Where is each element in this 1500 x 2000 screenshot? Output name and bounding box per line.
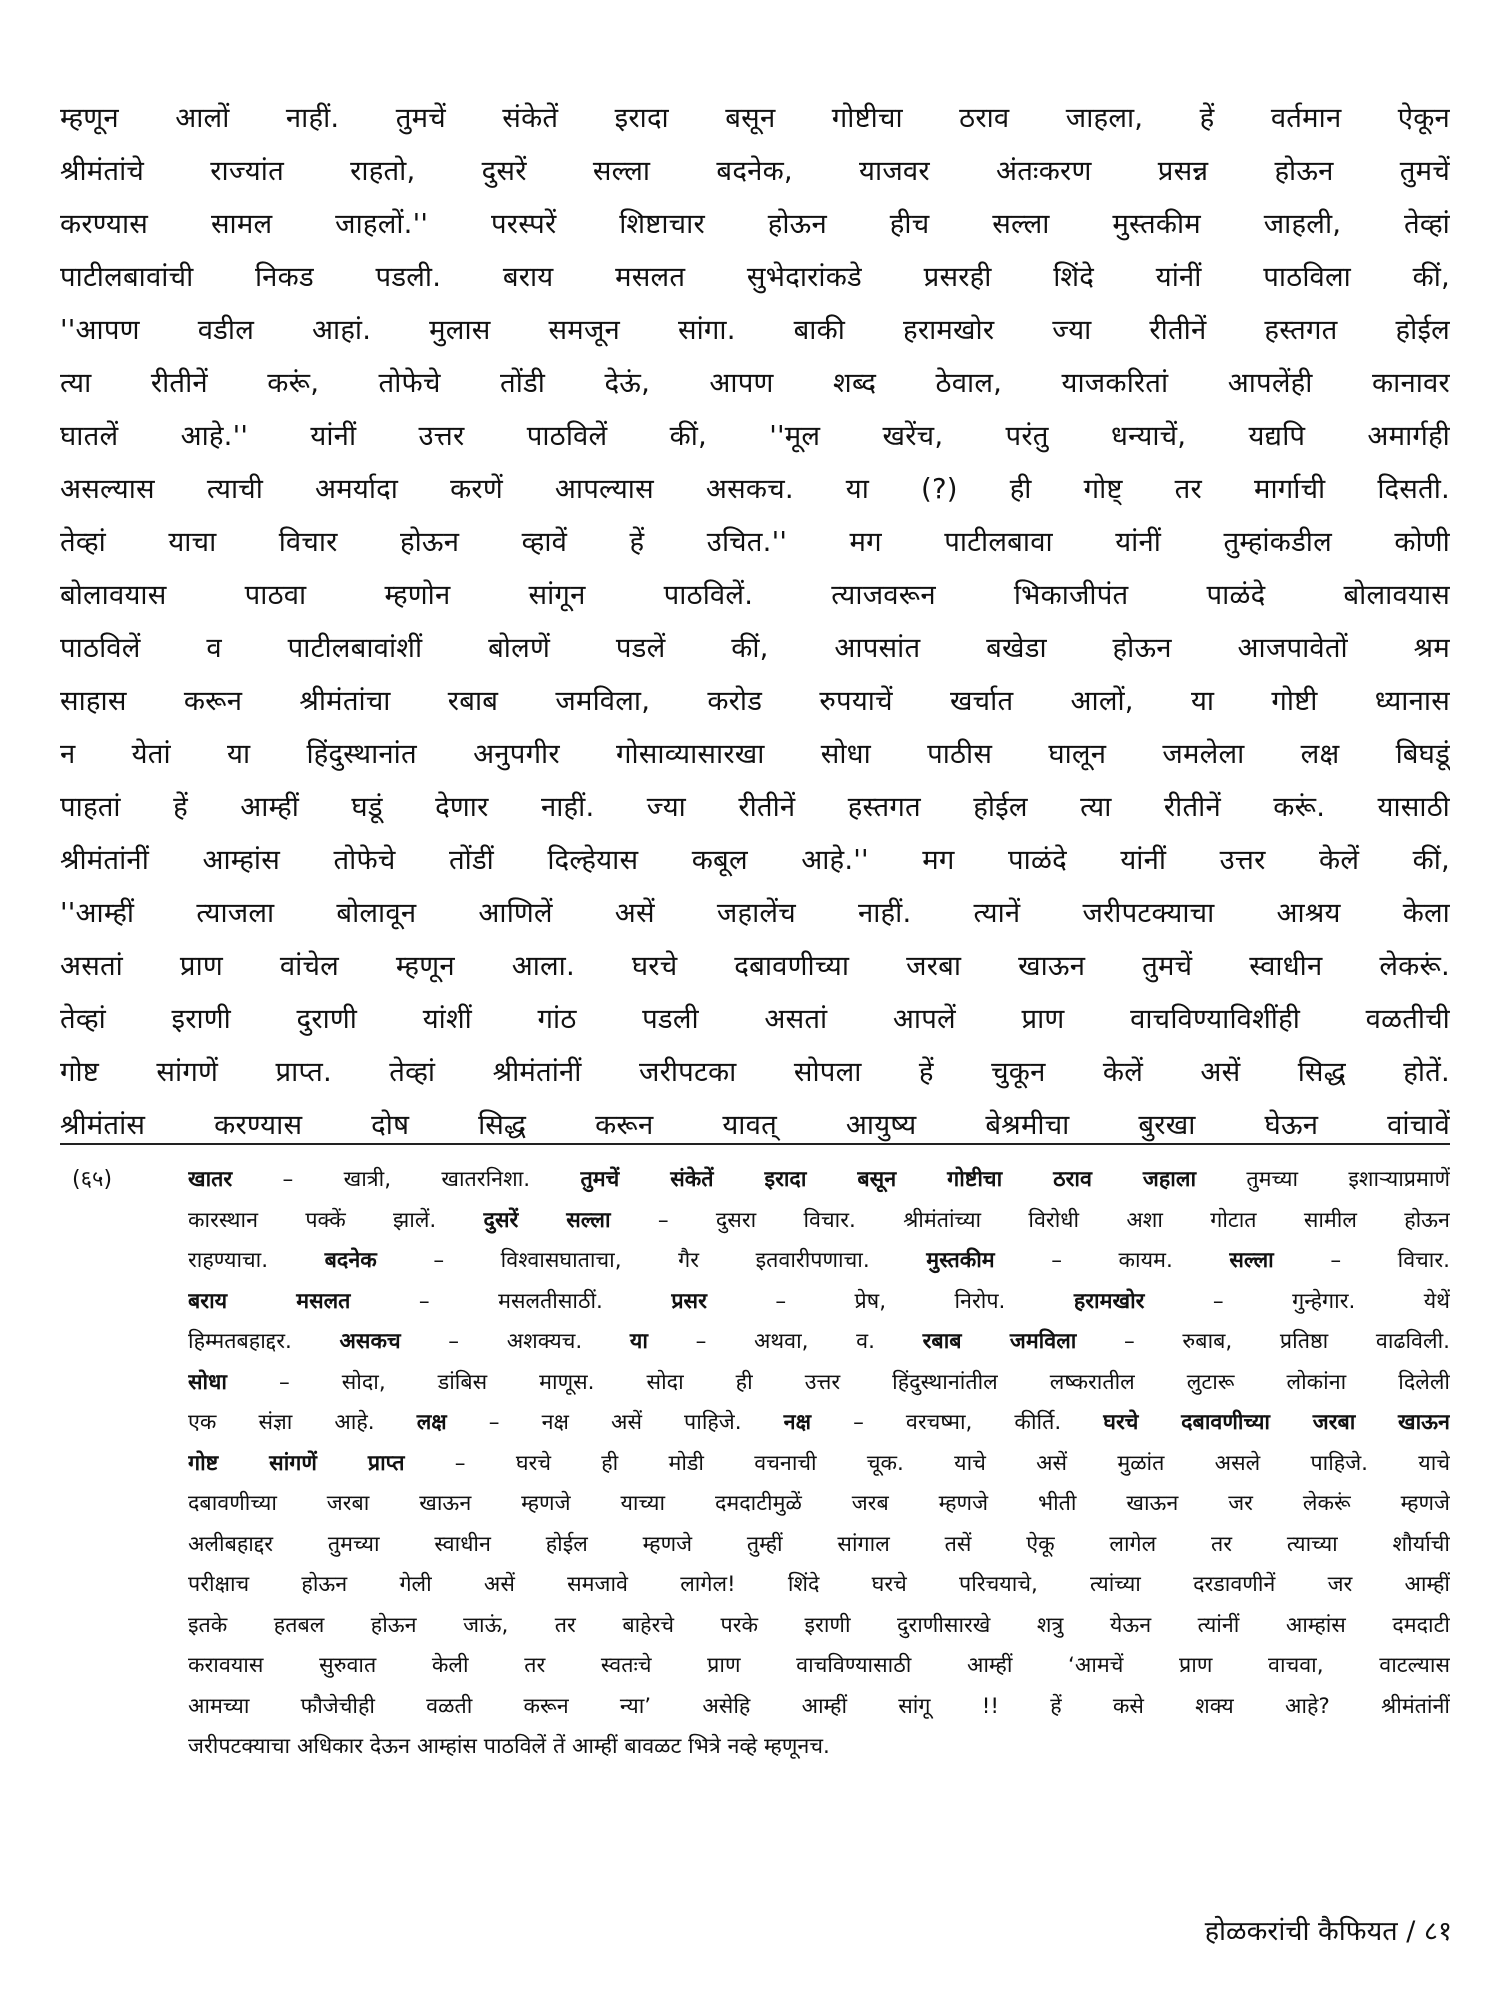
footnote-line — [188, 1282, 1450, 1323]
footnote-term: गोष्ट सांगणें प्राप्त — [188, 1450, 405, 1476]
main-text-line: पाटीलबावांची निकड पडली. बराय मसलत सुभेदारांकडे प्रसरही शिंदे यांनीं पाठविला कीं, — [60, 261, 1450, 293]
main-text-line: असल्यास त्याची अमर्यादा करणें आपल्यास असकच. या (?) ही गोष्ट् तर मार्गाची दिसती. — [60, 473, 1450, 505]
footnote-text: – प्रेष, निरोप. — [706, 1288, 1074, 1314]
footnote-term: लक्ष — [416, 1410, 447, 1435]
main-text-block — [60, 92, 1450, 1152]
footnote-term: बदनेक — [324, 1248, 377, 1273]
footnote-text: – अशक्यच. — [400, 1329, 630, 1354]
main-text-line: असतां प्राण वांचेल म्हणून आला. घरचे दबावणीच्या जरबा खाऊन तुमचें स्वाधीन लेकरूं. — [60, 950, 1450, 982]
main-text-line: म्हणून आलों नाहीं. तुमचें संकेतें इरादा बसून गोष्टीचा ठराव जाहला, हें वर्तमान ऐकून — [60, 102, 1450, 134]
footnote-text: – रुबाब, प्रतिष्ठा वाढविली. — [1076, 1329, 1450, 1354]
footnote-text: इतके हतबल होऊन जाऊं, तर बाहेरचे परके इराणी दुराणीसारखे शत्रु येऊन त्यांनीं आम्हांस दमदाटी — [188, 1612, 1450, 1638]
footnote-term: रबाब जमविला — [922, 1329, 1077, 1354]
main-text-line: तेव्हां याचा विचार होऊन व्हावें हें उचित.'' मग पाटीलबावा यांनीं तुम्हांकडील कोणी — [60, 526, 1450, 558]
footnote-text: आमच्या फौजेचीही वळती करून न्या’ असेहि आम्हीं सांगू !! हें कसे शक्य आहे? श्रीमंतांनीं — [188, 1693, 1450, 1719]
main-text-line: गोष्ट सांगणें प्राप्त. तेव्हां श्रीमंतांनीं जरीपटका सोपला हें चुकून केलें असें सिद्ध होतें. — [60, 1056, 1450, 1088]
footnote-text: अलीबहाद्दर तुमच्या स्वाधीन होईल म्हणजे तुम्हीं सांगाल तसें ऐकू लागेल तर त्याच्या शौर्याची — [188, 1531, 1450, 1557]
footnote-line — [188, 1565, 1450, 1606]
footnote-line — [188, 1727, 1450, 1768]
footnote-text: – नक्ष असें पाहिजे. — [446, 1410, 784, 1435]
footnote-text: – अथवा, व. — [647, 1329, 923, 1354]
footnote-line — [188, 1322, 1450, 1363]
main-text-line: श्रीमंतांचे राज्यांत राहतो, दुसरें सल्ला बदनेक, याजवर अंतःकरण प्रसन्न होऊन तुमचें — [60, 155, 1450, 187]
footnote-line — [188, 1403, 1450, 1444]
footnote-term: सोधा — [188, 1369, 227, 1395]
footnote-line — [188, 1484, 1450, 1525]
footnote-term: घरचे दबावणीच्या जरबा खाऊन — [1103, 1410, 1450, 1435]
footnote-line — [188, 1444, 1450, 1485]
footnote-text: एक संज्ञा आहे. — [188, 1410, 417, 1435]
main-text-line: घातलें आहे.'' यांनीं उत्तर पाठविलें कीं, ''मूल खरेंच, परंतु धन्याचें, यद्यपि अमार्गही — [60, 420, 1450, 452]
main-text-line: श्रीमंतांनीं आम्हांस तोफेचे तोंडीं दिल्हेयास कबूल आहे.'' मग पाळंदे यांनीं उत्तर केलें कीं, — [60, 844, 1450, 876]
footnote-text: जरीपटक्याचा अधिकार देऊन आम्हांस पाठविलें तें आम्हीं बावळट भित्रे नव्हे म्हणूनच. — [188, 1734, 830, 1759]
footnote-term: मुस्तकीम — [926, 1248, 995, 1273]
footnote-text: राहण्याचा. — [188, 1248, 325, 1273]
main-text-line: ''आम्हीं त्याजला बोलावून आणिलें असें जहालेंच नाहीं. त्यानें जरीपटक्याचा आश्रय केला — [60, 897, 1450, 929]
main-text-line: पाहतां हें आम्हीं घडूं देणार नाहीं. ज्या रीतीनें हस्तगत होईल त्या रीतीनें करूं. यासाठी — [60, 791, 1450, 823]
footnote-term: प्रसर — [671, 1288, 707, 1314]
footnote-text: – घरचे ही मोडी वचनाची चूक. याचे असें मुळांत असले पाहिजे. याचे — [404, 1450, 1450, 1476]
footnote-term: या — [629, 1329, 648, 1354]
footnote-term: बराय मसलत — [188, 1288, 351, 1314]
footnote-text: हिम्मतबहाद्दर. — [188, 1329, 340, 1354]
footnote-term: असकच — [339, 1329, 401, 1354]
footnote-text: कारस्थान पक्कें झालें. — [188, 1207, 484, 1233]
main-text-line: साहास करून श्रीमंतांचा रबाब जमविला, करोड रुपयाचें खर्चात आलों, या गोष्टी ध्यानास — [60, 685, 1450, 717]
footnote-term: सल्ला — [1229, 1248, 1274, 1273]
footnote-line — [188, 1241, 1450, 1282]
main-text-line: त्या रीतीनें करूं, तोफेचे तोंडी देऊं, आपण शब्द ठेवाल, याजकरितां आपलेंही कानावर — [60, 367, 1450, 399]
footnote-text: परीक्षाच होऊन गेली असें समजावे लागेल! शिंदे घरचे परिचयाचे, त्यांच्या दरडावणीनें जर आम्हीं — [188, 1572, 1450, 1597]
footnote-text: – खात्री, खातरनिशा. — [232, 1167, 581, 1192]
footnote-line — [188, 1646, 1450, 1687]
footnote-text: – मसलतीसाठीं. — [350, 1288, 672, 1314]
footnote-text: – वरचष्मा, कीर्ति. — [811, 1410, 1104, 1435]
main-text-line: पाठविलें व पाटीलबावांशीं बोलणें पडलें कीं, आपसांत बखेडा होऊन आजपावेतों श्रम — [60, 632, 1450, 664]
footnote-number: (६५) — [72, 1167, 113, 1192]
footnote-line — [188, 1363, 1450, 1404]
footnote-term: तुमचें संकेतें इरादा बसून गोष्टीचा ठराव जहाला — [580, 1167, 1197, 1192]
main-text-line: न येतां या हिंदुस्थानांत अनुपगीर गोसाव्यासारखा सोधा पाठीस घालून जमलेला लक्ष बिघडूं — [60, 738, 1450, 770]
footnote-text: दबावणीच्या जरबा खाऊन म्हणजे याच्या दमदाटीमुळें जरब म्हणजे भीती खाऊन जर लेकरूं म्हणजे — [188, 1491, 1450, 1516]
page-footer: होळकरांची कैफियत / ८१ — [1204, 1916, 1452, 1947]
footnote-line — [188, 1201, 1450, 1242]
footnote-line — [188, 1525, 1450, 1566]
footnote-term: हरामखोर — [1073, 1288, 1145, 1314]
footnote-line — [188, 1160, 1450, 1201]
footnote-text: – दुसरा विचार. श्रीमंतांच्या विरोधी अशा गोटात सामील होऊन — [610, 1207, 1450, 1233]
footnote-text: – कायम. — [994, 1248, 1230, 1273]
main-text-line: श्रीमंतांस करण्यास दोष सिद्ध करून यावत् आयुष्य बेश्रमीचा बुरखा घेऊन वांचावें — [60, 1109, 1450, 1141]
footnote-term: खातर — [188, 1167, 233, 1192]
footnote-text: तुमच्या इशाऱ्याप्रमाणें — [1196, 1167, 1450, 1192]
footnote-text: – गुन्हेगार. येथें — [1144, 1288, 1450, 1314]
main-text-line: तेव्हां इराणी दुराणी यांशीं गांठ पडली असतां आपलें प्राण वाचविण्याविशींही वळतीची — [60, 1003, 1450, 1035]
footnote-term: दुसरें सल्ला — [483, 1207, 611, 1233]
footnote-text: करावयास सुरुवात केली तर स्वतःचे प्राण वाचविण्यासाठी आम्हीं ‘आमचें प्राण वाचवा, वाटल्यास — [188, 1653, 1450, 1678]
footnote-body — [188, 1160, 1450, 1768]
footnote-line — [188, 1606, 1450, 1647]
footnote-text: – विश्वासघाताचा, गैर इतवारीपणाचा. — [376, 1248, 927, 1273]
main-text-line: बोलावयास पाठवा म्हणोन सांगून पाठविलें. त्याजवरून भिकाजीपंत पाळंदे बोलावयास — [60, 579, 1450, 611]
main-text-line: करण्यास सामल जाहलों.'' परस्परें शिष्टाचार होऊन हीच सल्ला मुस्तकीम जाहली, तेव्हां — [60, 208, 1450, 240]
footnote-text: – सोदा, डांबिस माणूस. सोदा ही उत्तर हिंदुस्थानांतील लष्करातील लुटारू लोकांना दिलेली — [226, 1369, 1450, 1395]
footnote-text: – विचार. — [1273, 1248, 1450, 1273]
main-text-line: ''आपण वडील आहां. मुलास समजून सांगा. बाकी हरामखोर ज्या रीतीनें हस्तगत होईल — [60, 314, 1450, 346]
footnote-divider — [60, 1143, 1450, 1145]
footnote-line — [188, 1687, 1450, 1728]
footnote-term: नक्ष — [783, 1410, 812, 1435]
